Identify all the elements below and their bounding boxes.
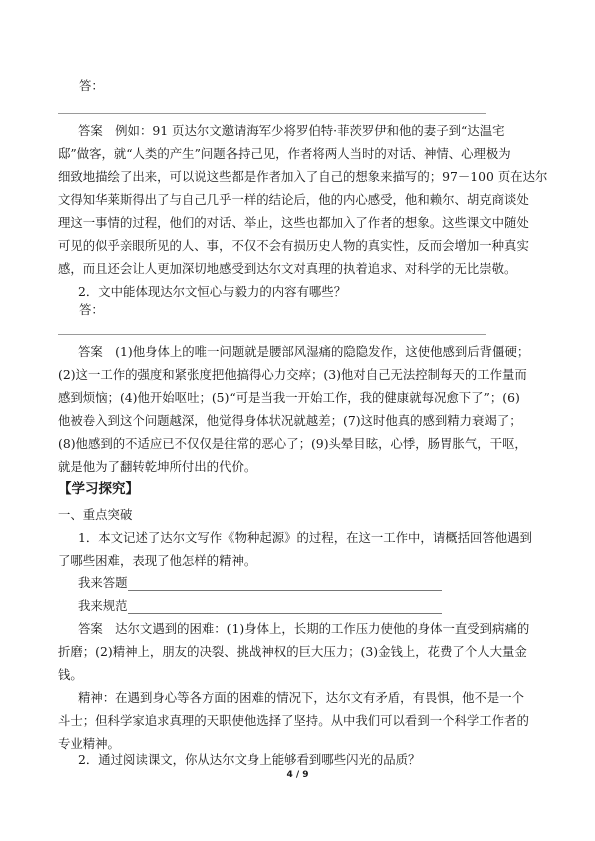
answer-line: 细致地描绘了出来，可以说这些都是作者加入了自己的想象来描写的；97－100 页在达尔: [58, 169, 548, 184]
answer-line: 精神：在遇到身心等各方面的困难的情况下，达尔文有矛盾，有畏惧，他不是一个: [78, 690, 525, 705]
answer-line: 答案 例如：91 页达尔文邀请海军少将罗伯特·菲茨罗伊和他的妻子到“达温宅: [78, 123, 505, 138]
answer-line: 专业精神。: [58, 736, 120, 751]
my-answer-label: 我来答题: [78, 575, 128, 590]
answer-line: 邸”做客，就“人类的产生”问题各持己见，作者将两人当时的对话、神情、心理极为: [58, 146, 511, 161]
answer-line: 可见的似乎亲眼所见的人、事，不仅不会有损历史人物的真实性，反而会增加一种真实: [58, 238, 529, 253]
answer-line: 文得知华莱斯得出了与自己几乎一样的结论后，他的内心感受，他和赖尔、胡克商谈处: [58, 192, 529, 207]
my-standard-row: [78, 598, 558, 614]
answer-line: 答案 达尔文遇到的困难：(1)身体上，长期的工作压力使他的身体一直受到病痛的: [78, 621, 530, 636]
answer-line: 折磨；(2)精神上，朋友的决裂、挑战神权的巨大压力；(3)金钱上，花费了个人大量金: [58, 644, 527, 659]
question-4: 2．通过阅读课文，你从达尔文身上能够看到哪些闪光的品质？: [78, 752, 421, 767]
my-standard-field[interactable]: [128, 601, 442, 614]
answer-line: 答案 (1)他身体上的唯一问题就是腰部风湿痛的隐隐发作，这使他感到后背僵硬；: [78, 344, 530, 359]
answer-rule: [58, 334, 486, 335]
answer-line: (2)这一工作的强度和紧张度把他搞得心力交瘁；(3)他对自己无法控制每天的工作量而: [58, 367, 527, 382]
subsection-title: 一、重点突破: [58, 507, 133, 522]
question-3-line: 了哪些困难，表现了他怎样的精神。: [58, 553, 257, 568]
answer-line: (8)他感到的不适应已不仅仅是往常的恶心了；(9)头晕目眩，心悸，肠胃胀气，干呕，: [58, 436, 527, 451]
answer-line: 感到烦恼；(4)他开始呕吐；(5)“可是当我一开始工作，我的健康就每况愈下了”；(6): [58, 390, 520, 405]
answer-line: 他被卷入到这个问题越深，他觉得身体状况就越差；(7)这时他真的感到精力衰竭了；: [58, 413, 522, 428]
answer-line: 感，而且还会让人更加深切地感受到达尔文对真理的执着追求、对科学的无比崇敬。: [58, 261, 517, 276]
answer-line: 就是他为了翻转乾坤所付出的代价。: [58, 459, 257, 474]
answer-line: 理这一事情的过程，他们的对话、举止，这些也都加入了作者的想象。这些课文中随处: [58, 215, 529, 230]
answer-prompt: 答：: [79, 78, 104, 93]
question-2: 2．文中能体现达尔文恒心与毅力的内容有哪些？: [78, 284, 347, 299]
answer-line: 钱。: [58, 667, 83, 682]
my-answer-row: [78, 575, 558, 591]
my-standard-label: 我来规范: [78, 598, 128, 613]
section-title: 【学习探究】: [58, 481, 139, 497]
answer-line: 斗士；但科学家追求真理的天职使他选择了坚持。从中我们可以看到一个科学工作者的: [58, 713, 529, 728]
page-number: 4 / 9: [286, 770, 309, 780]
my-answer-field[interactable]: [128, 578, 442, 591]
answer-prompt: 答：: [79, 302, 104, 317]
question-3-line: 1．本文记述了达尔文写作《物种起源》的过程，在这一工作中，请概括回答他遇到: [78, 530, 532, 545]
answer-rule: [58, 113, 486, 114]
